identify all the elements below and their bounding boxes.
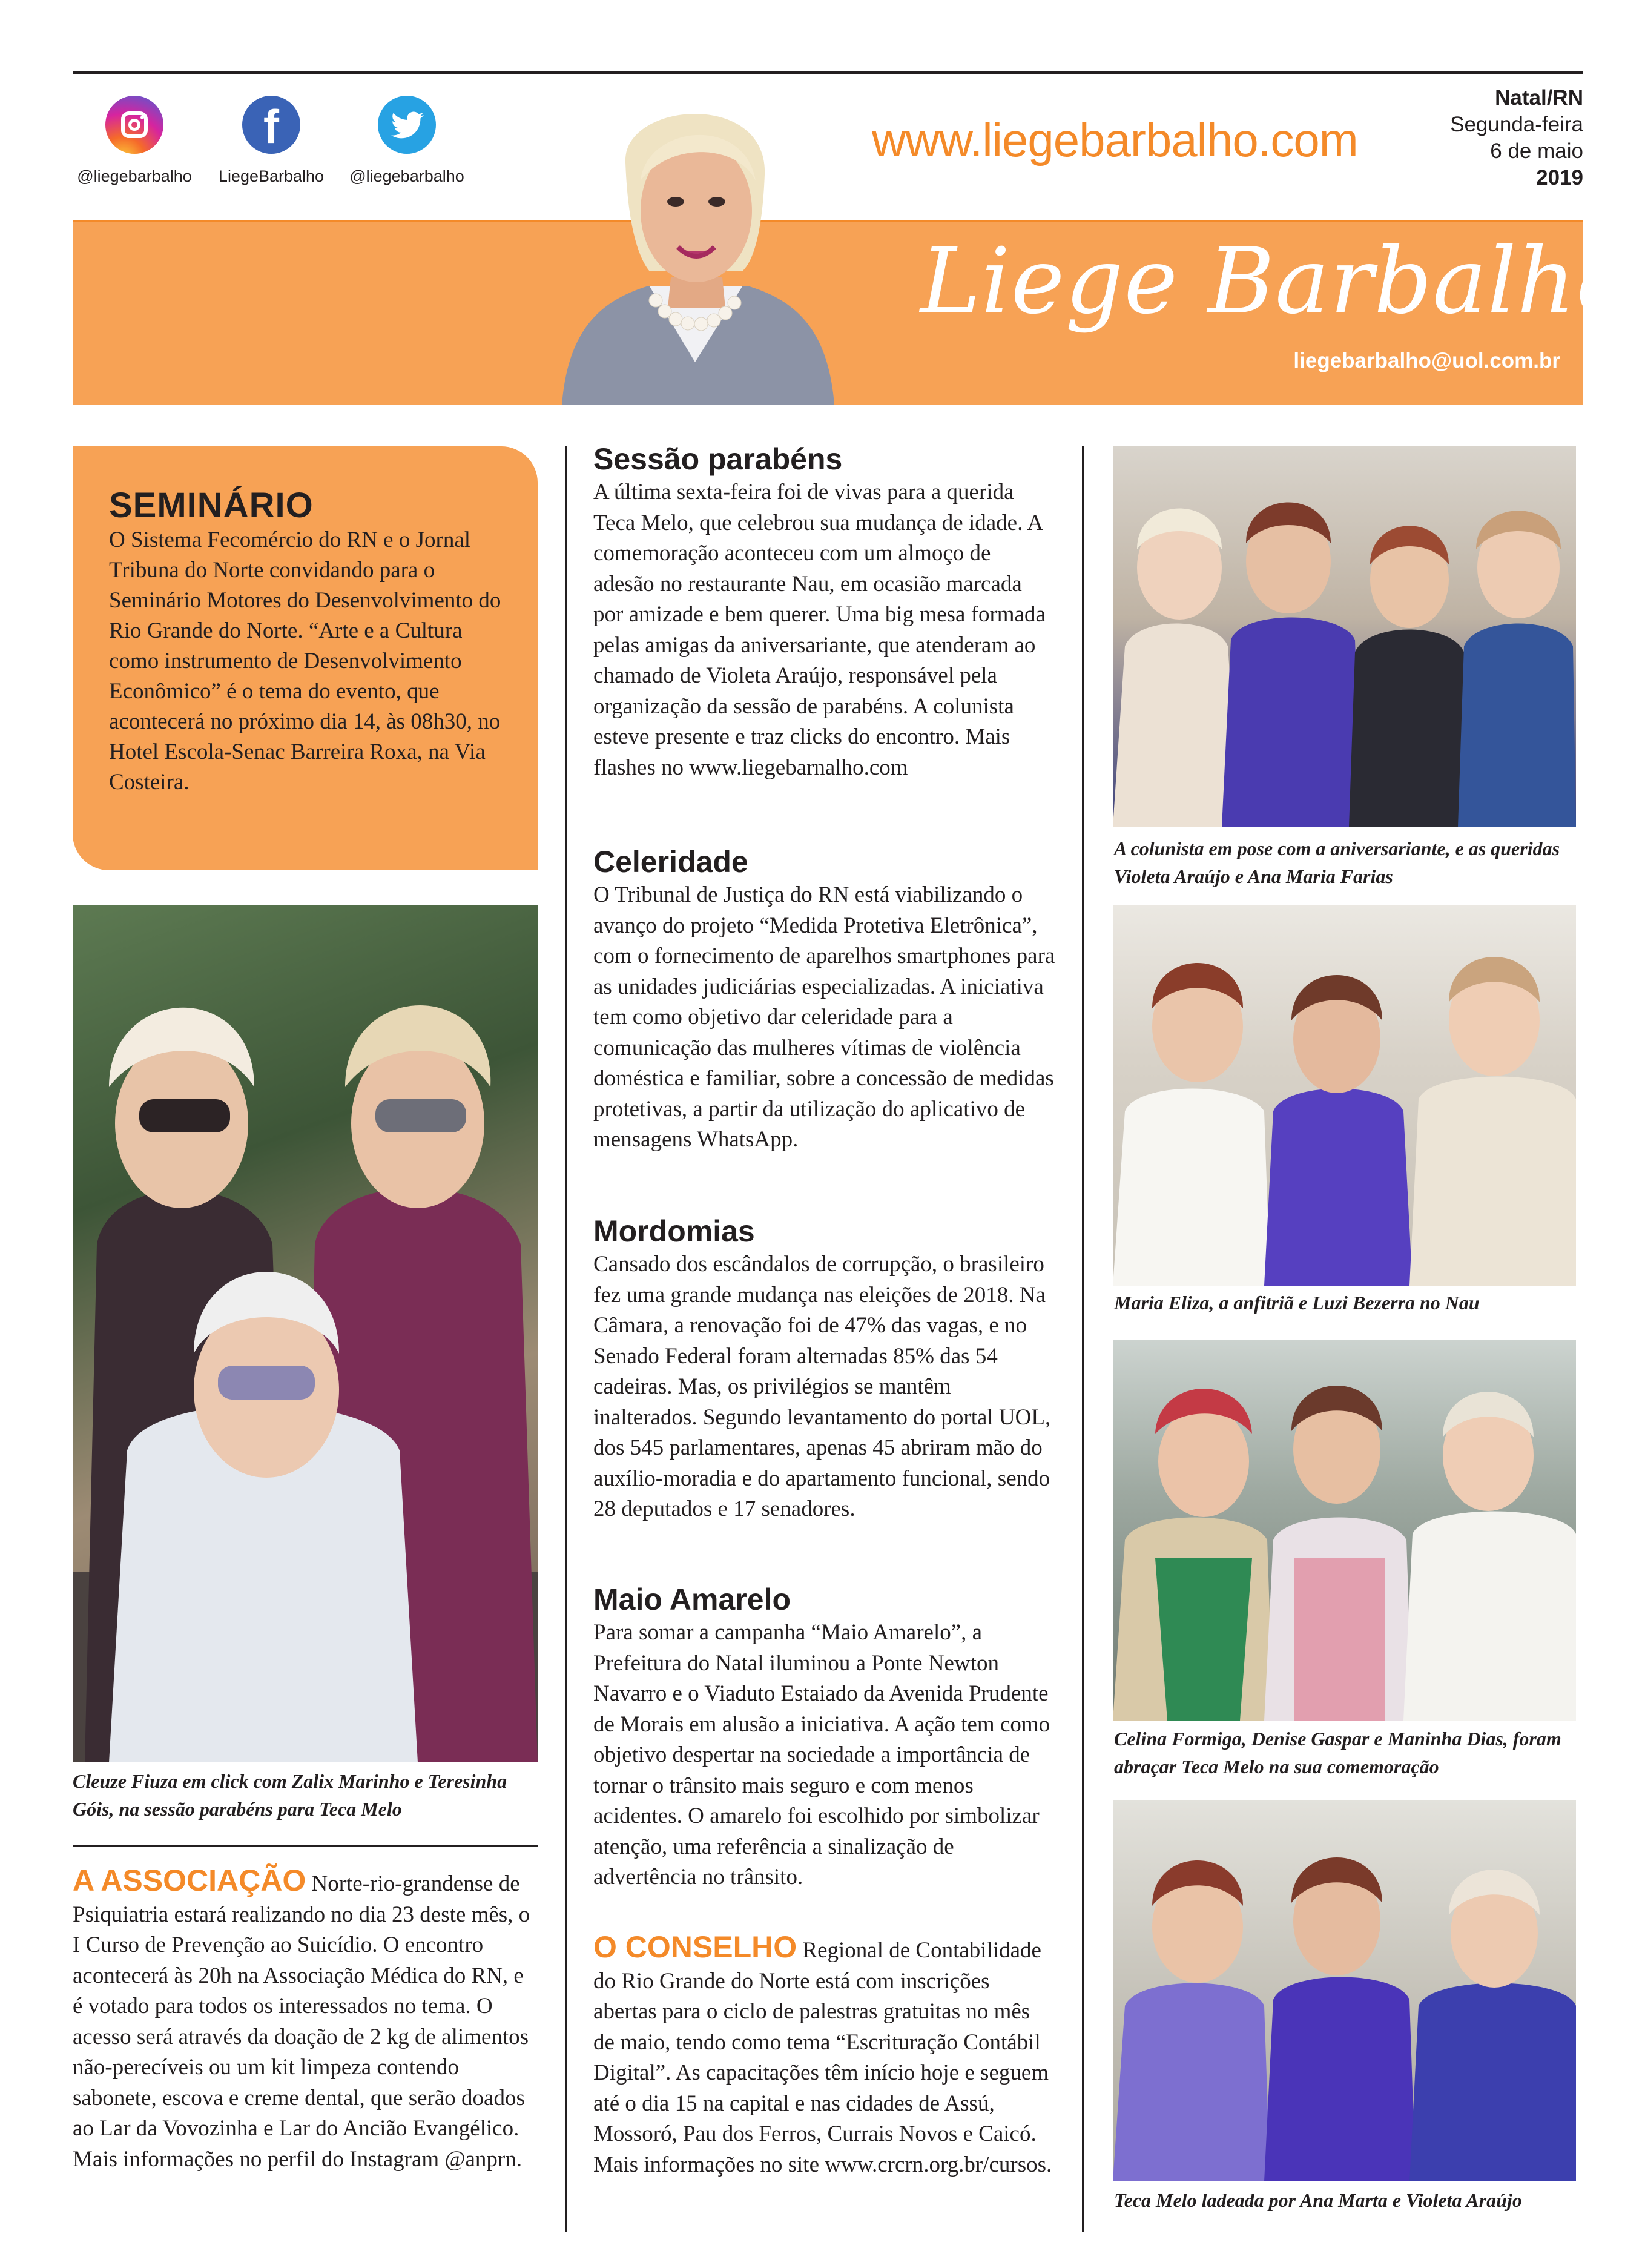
seminario-body: O Sistema Fecomércio do RN e o Jornal Tribuna do Norte convidando para o Seminário Motores do Desenvolvimento do Rio Grande do Norte. “Arte e a Cultura como instrumento de Desenvolvimento Econômico” é o tema do evento, que acontecerá no próximo dia 14, às 08h30, no Hotel Escola-Senac Barreira Roxa, na Via Costeira. xyxy=(109,527,501,795)
social-facebook[interactable] xyxy=(205,96,338,186)
contact-email[interactable]: liegebarbalho@uol.com.br xyxy=(1293,349,1560,372)
conselho-article xyxy=(593,1932,1057,2180)
right-photo-2-figures xyxy=(1113,905,1576,1286)
left-rule xyxy=(73,1845,538,1847)
top-rule xyxy=(73,71,1583,74)
right-photo-2 xyxy=(1113,905,1576,1286)
associacao-body: Norte-rio-grandense de Psiquiatria estará realizando no dia 23 deste mês, o I Curso de Prevenção ao Suicídio. O encontro acontecerá às 20h na Associação Médica do RN, e é votado para todos os interessados no tema. O acesso será através da doação de 2 kg de alimentos não-perecíveis ou um kit limpeza contendo sabonete, escova e creme dental, que serão doados ao Lar da Vovozinha e Lar do Ancião Evangélico. Mais informações no perfil do Instagram @anprn. xyxy=(73,1871,530,2172)
article-title: Celeridade xyxy=(593,845,748,879)
website-link[interactable]: www.liegebarbalho.com xyxy=(872,113,1358,167)
article-maio-amarelo xyxy=(593,1582,1057,1893)
conselho-lead: O CONSELHO xyxy=(593,1930,797,1964)
left-photo-caption: Cleuze Fiuza em click com Zalix Marinho e Teresinha Góis, na sessão parabéns para Teca Melo xyxy=(73,1770,507,1820)
seminario-box xyxy=(73,446,538,870)
dateline xyxy=(1450,85,1583,191)
article-body: Para somar a campanha “Maio Amarelo”, a Prefeitura do Natal iluminou a Ponte Newton Navarro e o Viaduto Estaiado da Avenida Prudente de Morais em alusão a iniciativa. A ação tem como objetivo despertar na sociedade a importância de tornar o trânsito mais seguro e com menos acidentes. O amarelo foi escolhido por simbolizar atenção, uma referência a sinalização de advertência no trânsito. xyxy=(593,1620,1050,1889)
article-body: A última sexta-feira foi de vivas para a querida Teca Melo, que celebrou sua mudança de idade. A comemoração aconteceu com um almoço de adesão no restaurante Nau, em ocasião marcada por amizade e bem querer. Uma big mesa formada pelas amigas da aniversariante, que atenderam ao chamado de Violeta Araújo, responsável pela organização da sessão de parabéns. A colunista esteve presente e traz clicks do encontro. Mais flashes no www.liegebarnalho.com xyxy=(593,480,1046,780)
date: 6 de maio xyxy=(1490,139,1583,163)
right-photo-1-figures xyxy=(1113,446,1576,827)
right-caption-2: Maria Eliza, a anfitriã e Luzi Bezerra no Nau xyxy=(1114,1292,1480,1314)
article-body: O Tribunal de Justiça do RN está viabilizando o avanço do projeto “Medida Protetiva Eletrônica”, com o fornecimento de aparelhos smartphones para as unidades judiciárias especializadas. A iniciativa tem como objetivo dar celeridade para a comunicação das mulheres vítimas de violência doméstica e familiar, sobre a concessão de medidas protetivas, a partir da utilização do aplicativo de mensagens WhatsApp. xyxy=(593,882,1055,1152)
column-divider-left xyxy=(565,446,567,2232)
facebook-icon[interactable]: f xyxy=(242,96,300,154)
article-mordomias xyxy=(593,1214,1057,1525)
right-photo-1 xyxy=(1113,446,1576,827)
conselho-body: Regional de Contabilidade do Rio Grande do Norte está com inscrições abertas para o ciclo de palestras gratuitas no mês de maio, tendo como tema “Escrituração Contábil Digital”. As capacitações têm início hoje e seguem até o dia 15 na capital e nas cidades de Assú, Mossoró, Pau dos Ferros, Currais Novos e Caicó. Mais informações no site www.crcrn.org.br/cursos. xyxy=(593,1938,1052,2177)
article-celeridade xyxy=(593,845,1057,1155)
social-instagram[interactable] xyxy=(68,96,201,186)
city: Natal/RN xyxy=(1495,86,1583,110)
article-sessao xyxy=(593,442,1057,783)
left-photo xyxy=(73,905,538,1762)
weekday: Segunda-feira xyxy=(1450,113,1583,136)
column-brand: Liege Barbalho xyxy=(920,229,1632,334)
right-caption-1: A colunista em pose com a aniversariante, e as queridas Violeta Araújo e Ana Maria Farias xyxy=(1114,838,1560,887)
columnist-portrait xyxy=(550,78,840,405)
right-photo-3 xyxy=(1113,1340,1576,1721)
social-twitter[interactable] xyxy=(340,96,473,186)
facebook-handle: LiegeBarbalho xyxy=(218,167,325,185)
right-caption-4: Teca Melo ladeada por Ana Marta e Violeta Araújo xyxy=(1114,2189,1522,2211)
associacao-lead: A ASSOCIAÇÃO xyxy=(73,1863,306,1897)
right-caption-3: Celina Formiga, Denise Gaspar e Maninha Dias, foram abraçar Teca Melo na sua comemoração xyxy=(1114,1728,1561,1777)
article-title: Mordomias xyxy=(593,1214,755,1248)
article-body: Cansado dos escândalos de corrupção, o brasileiro fez uma grande mudança nas eleições de 2018. Na Câmara, a renovação foi de 47% das vagas, e no Senado Federal foram alternadas 85% das 54 cadeiras. Mas, os privilégios se mantêm inalterados. Segundo levantamento do portal UOL, dos 545 parlamentares, apenas 45 abriram mão do auxílio-moradia e do apartamento funcional, sendo 28 deputados e 17 senadores. xyxy=(593,1252,1051,1521)
seminario-title: SEMINÁRIO xyxy=(109,486,314,525)
twitter-handle: @liegebarbalho xyxy=(349,167,464,185)
associacao-article xyxy=(73,1865,538,2175)
article-title: Sessão parabéns xyxy=(593,442,843,476)
instagram-icon[interactable] xyxy=(105,96,163,154)
right-photo-4 xyxy=(1113,1800,1576,2181)
instagram-handle: @liegebarbalho xyxy=(77,167,192,185)
right-photo-3-figures xyxy=(1113,1340,1576,1721)
twitter-icon[interactable] xyxy=(378,96,436,154)
year: 2019 xyxy=(1536,166,1583,190)
column-divider-right xyxy=(1082,446,1084,2232)
article-title: Maio Amarelo xyxy=(593,1582,791,1616)
left-photo-figures xyxy=(73,905,538,1762)
right-photo-4-figures xyxy=(1113,1800,1576,2181)
